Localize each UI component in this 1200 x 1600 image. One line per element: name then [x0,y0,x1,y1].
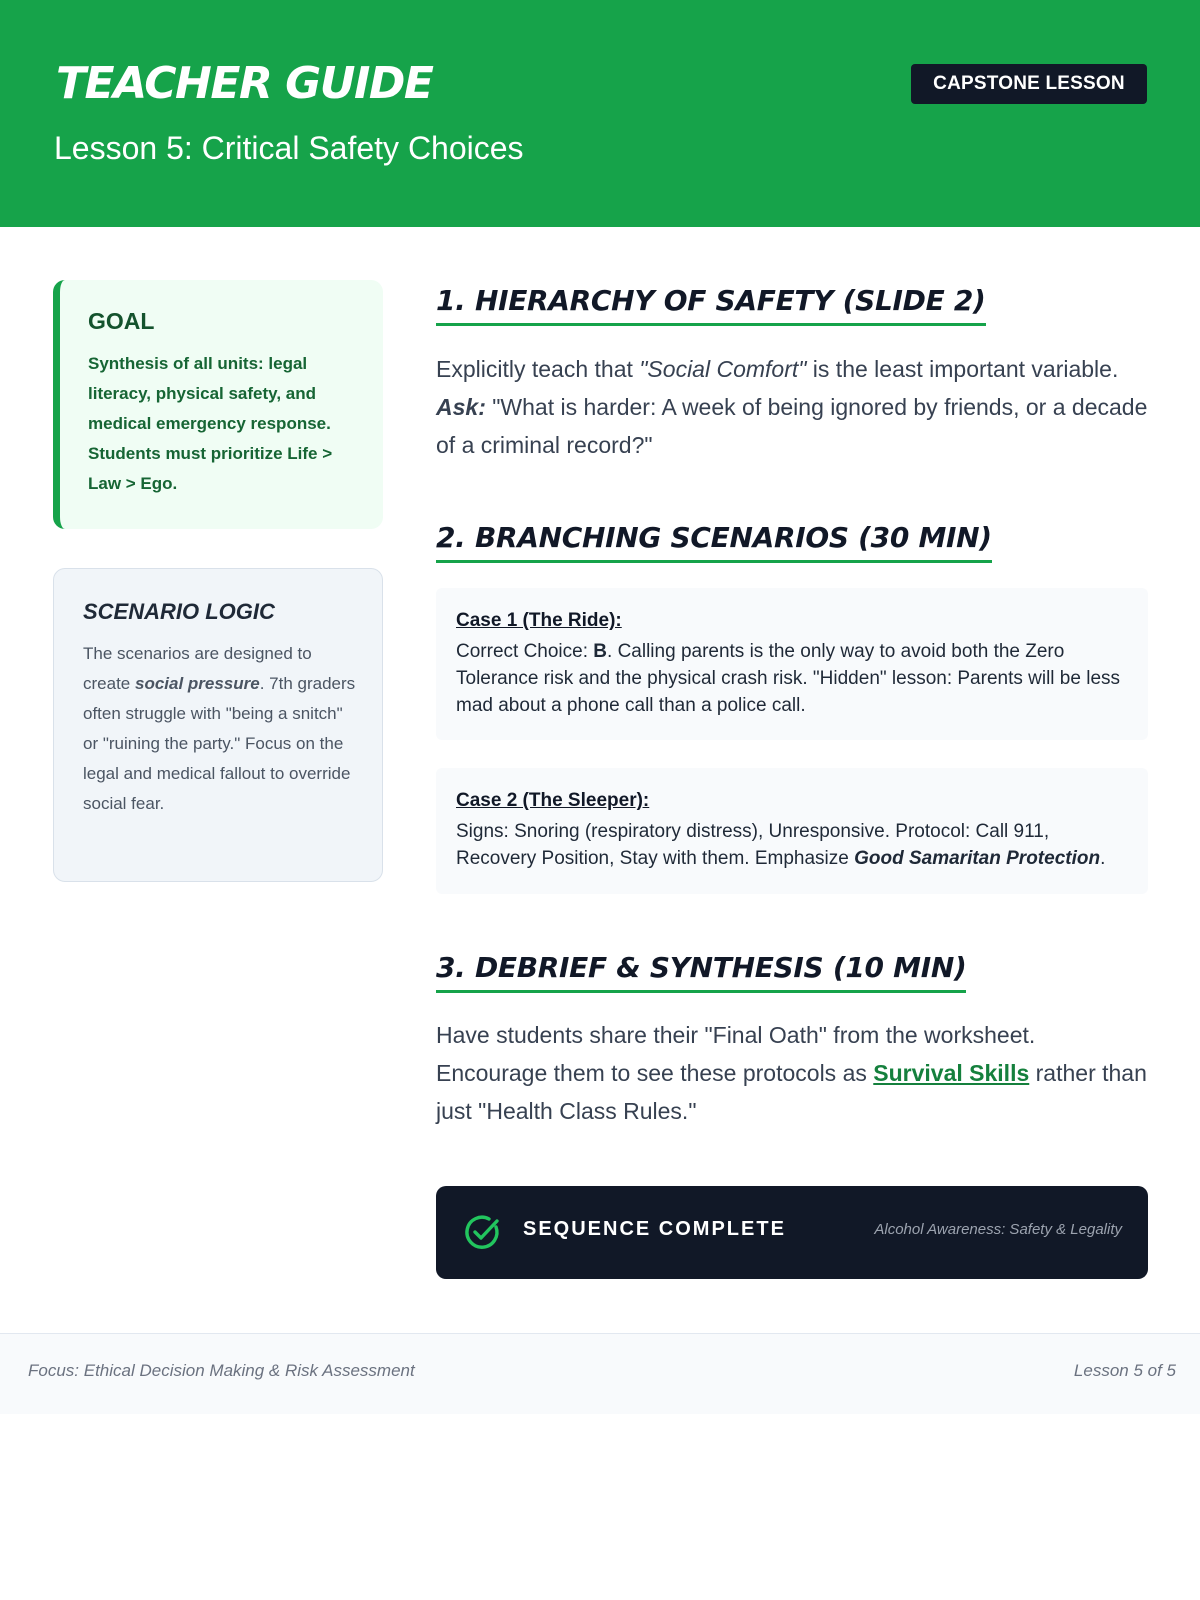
capstone-badge: CAPSTONE LESSON [911,64,1147,104]
case-title: Case 2 (The Sleeper): [456,790,650,811]
scenario-logic-emphasis: social pressure [134,674,260,693]
hierarchy-emphasis: "Social Comfort" [639,356,807,382]
scenario-logic-text-2: . 7th graders often struggle with "being a snitch" or "ruining the party." Focus on the legal and medical fallout to override social fear. [83,674,356,813]
hierarchy-text-1: Explicitly teach that [436,356,640,382]
unit-name: Alcohol Awareness: Safety & Legality [874,1221,1122,1238]
section-title-debrief: 3. DEBRIEF & SYNTHESIS (10 MIN) [436,950,966,993]
survival-skills-link[interactable]: Survival Skills [873,1060,1030,1086]
debrief-text-2: rather than just "Health Class Rules." [436,1060,1147,1124]
hierarchy-text-2: is the least important variable. [806,356,1119,382]
page-title: TEACHER GUIDE [56,58,433,109]
debrief-text-1: Have students share their "Final Oath" from the worksheet. Encourage them to see these protocols as [436,1022,1036,1086]
debrief-paragraph [436,1016,1148,1130]
case-body [456,638,1128,719]
lesson-subtitle: Lesson 5: Critical Safety Choices [54,130,524,166]
scenario-logic-text-1: The scenarios are designed to create [83,644,312,693]
scenario-logic-text [83,639,356,819]
case-card [436,588,1148,740]
goal-text: Synthesis of all units: legal literacy, physical safety, and medical emergency response. Students must prioritize Life > Law > Ego. [88,354,333,493]
scenario-logic-card [53,568,383,882]
case-body-bold: Good Samaritan Protection [854,848,1101,869]
footer-focus: Focus: Ethical Decision Making & Risk Assessment [28,1361,415,1380]
header-banner [0,0,1200,227]
section-title-hierarchy: 1. HIERARCHY OF SAFETY (SLIDE 2) [436,283,986,326]
case-body-post: . [1100,848,1106,869]
case-body-post: . Calling parents is the only way to avoid both the Zero Tolerance risk and the physical crash risk. "Hidden" lesson: Parents will be less mad about a phone call than a police call. [456,641,1121,716]
footer [0,1333,1200,1414]
footer-lesson-count: Lesson 5 of 5 [1073,1361,1176,1380]
case-body [456,818,1128,872]
check-circle-icon [462,1212,502,1252]
sequence-complete-banner [436,1186,1148,1279]
case-title: Case 1 (The Ride): [456,610,622,631]
case-body-bold: B [593,641,608,662]
scenario-logic-heading: SCENARIO LOGIC [83,599,275,624]
sequence-complete-label: SEQUENCE COMPLETE [523,1218,786,1240]
ask-text: "What is harder: A week of being ignored by friends, or a decade of a criminal record?" [436,394,1148,458]
case-body-pre: Signs: Snoring (respiratory distress), Unresponsive. Protocol: Call 911, Recovery Position, Stay with them. Emphasize [456,821,1050,869]
goal-card [53,280,383,529]
case-card [436,768,1148,894]
goal-heading: GOAL [88,308,155,334]
hierarchy-paragraph [436,350,1148,464]
ask-label: Ask: [436,394,486,420]
case-body-pre: Correct Choice: [456,641,594,662]
section-title-branching: 2. BRANCHING SCENARIOS (30 MIN) [436,520,992,563]
